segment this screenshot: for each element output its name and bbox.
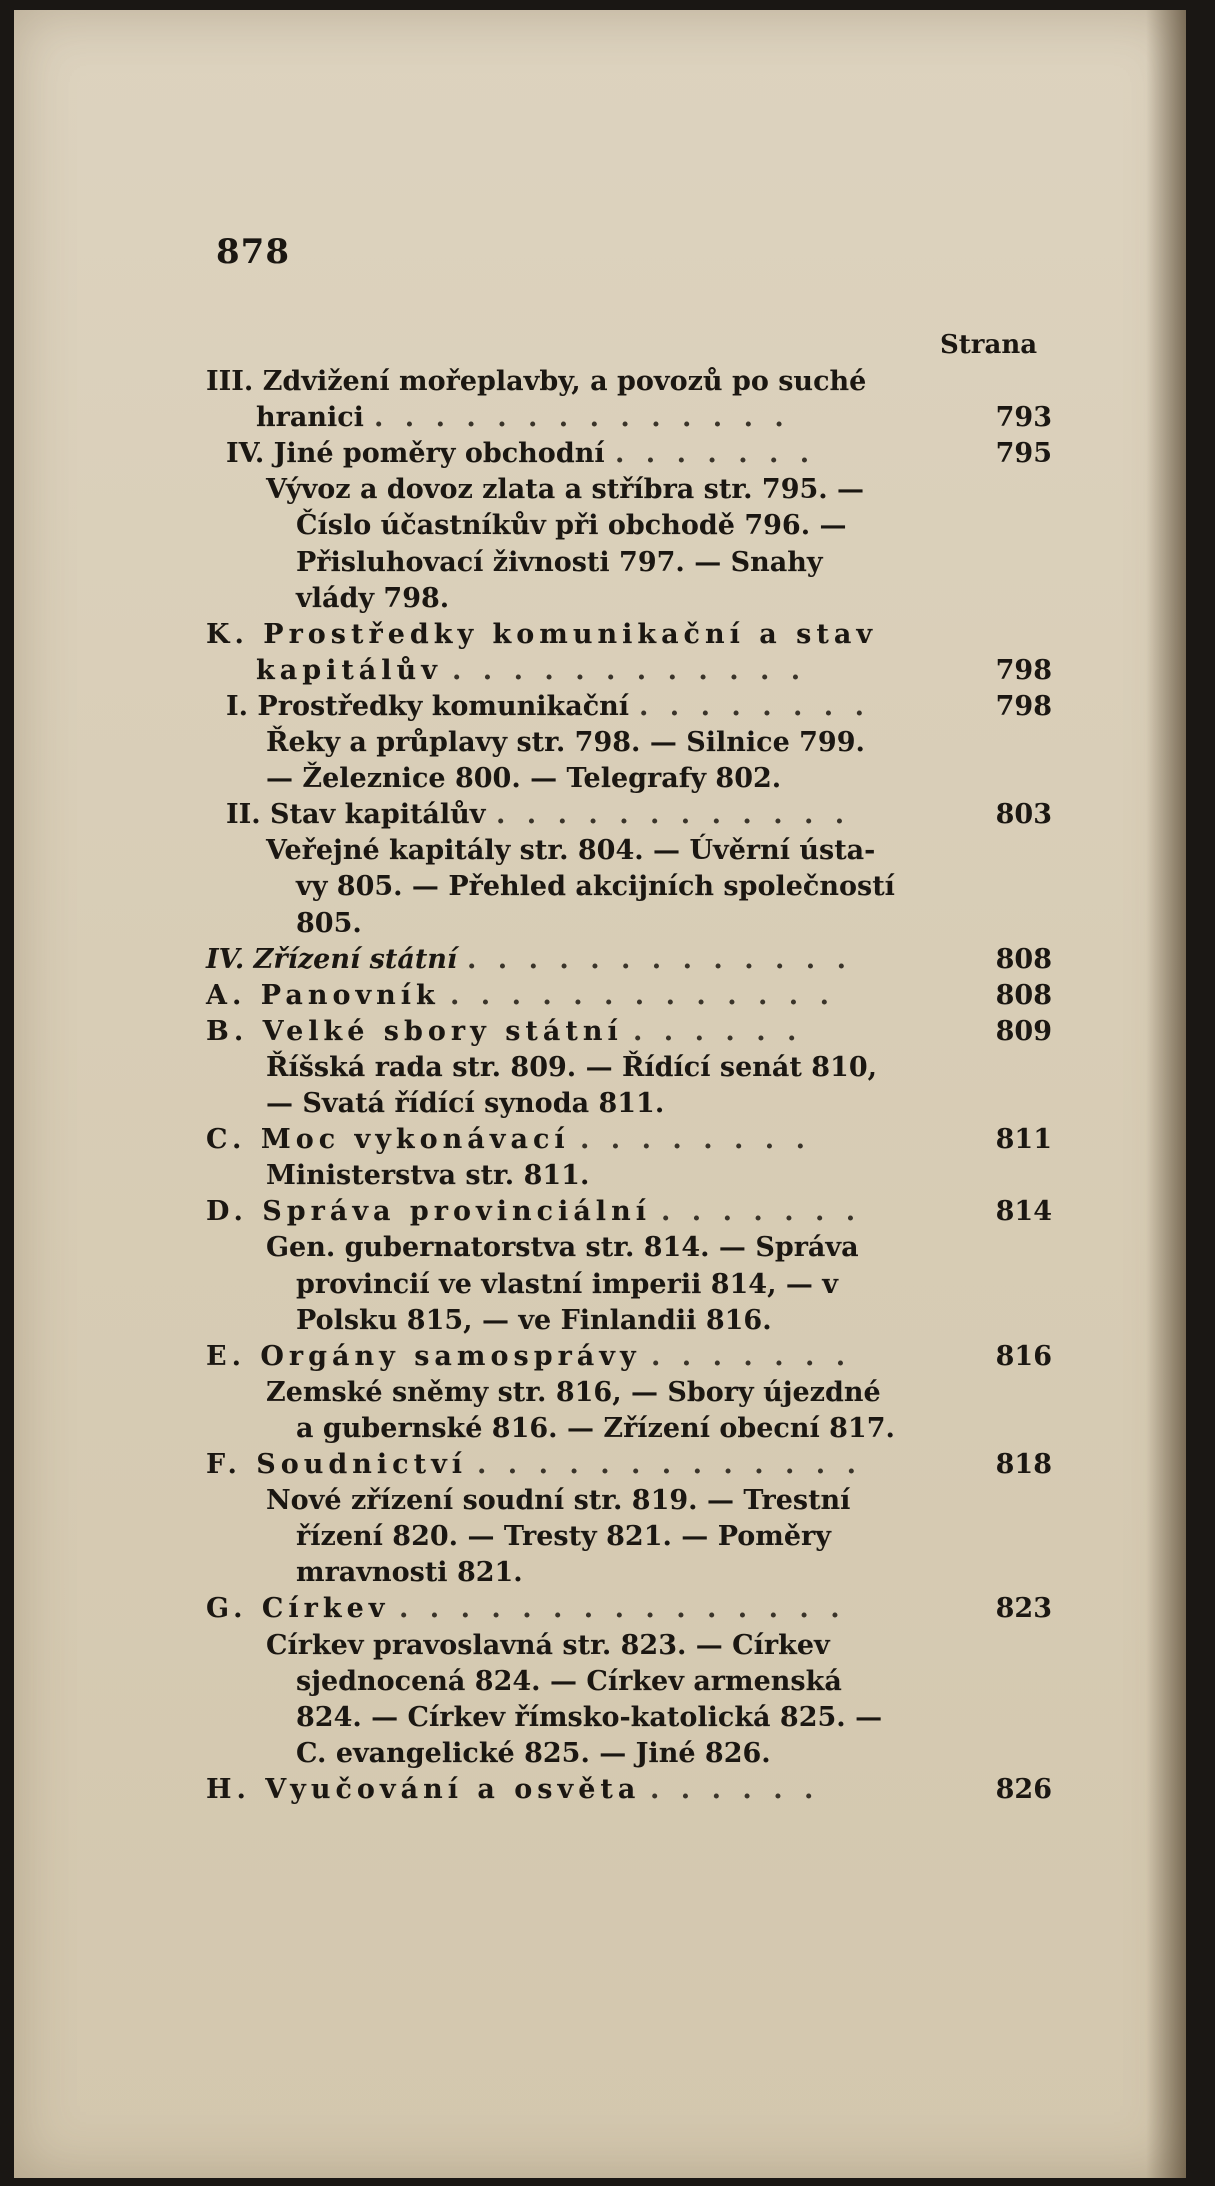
toc-line-text: C. Moc vykonávací (206, 1124, 570, 1156)
toc-line (206, 1772, 1052, 1808)
toc-page-number: 823 (995, 1593, 1052, 1625)
toc-page-number: 793 (995, 402, 1052, 434)
toc-line (206, 1267, 1046, 1303)
toc-line (206, 978, 1052, 1014)
toc-line (206, 1375, 1046, 1411)
toc-line (206, 1700, 1046, 1736)
toc-line-text: Ministerstva str. 811. (266, 1160, 590, 1192)
toc-leader-dots: . . . . . . . . (580, 1124, 811, 1156)
toc-line-text: I. Prostředky komunikační (226, 690, 630, 722)
toc-line (206, 1050, 1046, 1086)
toc-line (206, 1411, 1046, 1447)
toc-leader-dots: . . . . . . . . . . . . (452, 654, 807, 686)
toc-line (206, 1591, 1052, 1627)
toc-line-text: kapitálův (256, 654, 442, 686)
toc-line-text: B. Velké sbory státní (206, 1015, 623, 1047)
toc-page-number: 795 (995, 438, 1052, 470)
toc-line-text: C. evangelické 825. — Jiné 826. (296, 1737, 771, 1769)
toc-line (206, 1158, 1046, 1194)
toc-line-text: Vývoz a dovoz zlata a stříbra str. 795. — (266, 474, 865, 506)
toc-leader-dots: . . . . . . . . . . . . . . (374, 402, 790, 434)
toc-line (206, 869, 1046, 905)
toc-page-number: 811 (995, 1124, 1052, 1156)
toc-line (206, 725, 1046, 761)
toc-line-text: mravnosti 821. (296, 1557, 523, 1589)
toc-page-number: 798 (995, 690, 1052, 722)
toc-line-text: 805. (296, 907, 362, 939)
toc-line-text: F. Soudnictví (206, 1449, 468, 1480)
toc-line (206, 581, 1046, 617)
toc-line (206, 1303, 1046, 1339)
toc-leader-dots: . . . . . . . . . . . . . (477, 1449, 862, 1480)
book-spine-shadow (1146, 10, 1186, 2178)
toc-page-number: 798 (995, 654, 1052, 686)
toc-leader-dots: . . . . . . (650, 1773, 820, 1805)
toc-line (206, 364, 1046, 400)
toc-line (206, 761, 1046, 797)
toc-line-text: III. Zdvižení mořeplavby, a povozů po suché (206, 366, 867, 397)
toc-line-text: Veřejné kapitály str. 804. — Úvěrní ústa- (266, 835, 876, 867)
toc-line-text: D. Správa provinciální (206, 1196, 651, 1228)
toc-leader-dots: . . . . . . . (651, 1340, 852, 1372)
toc-leader-dots: . . . . . . . . . . . . . . . (399, 1593, 846, 1625)
toc-line (206, 653, 1052, 689)
toc-line (206, 1194, 1052, 1230)
toc-line (206, 1483, 1046, 1519)
toc-line-text: Polsku 815, — ve Finlandii 816. (296, 1304, 772, 1336)
toc-line-text: IV. Jiné poměry obchodní (226, 438, 605, 470)
toc-line (206, 508, 1046, 544)
toc-line-text: vy 805. — Přehled akcijních společností (296, 871, 895, 903)
toc-page-number: 814 (995, 1196, 1052, 1228)
toc-line (206, 1447, 1052, 1483)
toc-line (206, 689, 1052, 725)
toc-line (206, 1014, 1052, 1050)
toc-line (206, 906, 1046, 942)
toc-line-text: vlády 798. (296, 582, 450, 614)
toc-leader-dots: . . . . . . (633, 1015, 803, 1047)
toc-line-text: provincií ve vlastní imperii 814, — v (296, 1268, 838, 1300)
toc-line-text: Nové zřízení soudní str. 819. — Trestní (266, 1485, 851, 1517)
toc-line (206, 1339, 1052, 1375)
toc-page-number: 818 (995, 1449, 1052, 1480)
toc-line (206, 436, 1052, 472)
toc-line (206, 833, 1046, 869)
toc-page-number: 808 (995, 979, 1052, 1011)
toc-line-text: 824. — Církev římsko-katolická 825. — (296, 1701, 883, 1733)
toc-line (206, 1122, 1052, 1158)
toc-line-text: Přisluhovací živnosti 797. — Snahy (296, 546, 823, 578)
toc-line (206, 1230, 1046, 1266)
toc-line-text: sjednocená 824. — Církev armenská (296, 1665, 842, 1697)
toc-line-text: Řeky a průplavy str. 798. — Silnice 799. (266, 727, 865, 758)
toc-line-text: Říšská rada str. 809. — Řídící senát 810, (266, 1051, 878, 1083)
toc-line-text: Církev pravoslavná str. 823. — Církev (266, 1629, 830, 1661)
toc-leader-dots: . . . . . . . (615, 438, 816, 470)
toc-line-text: — Železnice 800. — Telegrafy 802. (266, 763, 782, 795)
toc-page-number: 803 (995, 799, 1052, 831)
toc-line (206, 1736, 1046, 1772)
toc-line-text: A. Panovník (206, 979, 440, 1011)
toc-line-text: E. Orgány samosprávy (206, 1340, 641, 1372)
toc-line-text: II. Stav kapitálův (226, 799, 486, 831)
toc-line-text: K. Prostředky komunikační a stav (206, 618, 878, 650)
toc-line-text: Číslo účastníkův při obchodě 796. — (296, 510, 847, 542)
toc-leader-dots: . . . . . . . . . . . . . (467, 943, 852, 975)
page-number: 878 (216, 232, 290, 272)
toc-line-text: Gen. gubernatorstva str. 814. — Správa (266, 1232, 859, 1264)
toc-leader-dots: . . . . . . . . (639, 690, 870, 722)
toc-line (206, 797, 1052, 833)
toc-leader-dots: . . . . . . . . . . . . (496, 799, 851, 831)
toc-line (206, 545, 1046, 581)
toc-line (206, 942, 1052, 978)
toc-line (206, 1519, 1046, 1555)
toc-line-text: H. Vyučování a osvěta (206, 1773, 641, 1805)
toc-line-text: a gubernské 816. — Zřízení obecní 817. (296, 1412, 895, 1444)
toc-line (206, 400, 1052, 436)
toc-line-text: hranici (256, 402, 364, 434)
toc-line-text: — Svatá řídící synoda 811. (266, 1088, 665, 1119)
toc-page-number: 826 (995, 1773, 1052, 1805)
toc-line (206, 1555, 1046, 1591)
toc-line (206, 1086, 1046, 1122)
toc-line (206, 617, 1046, 653)
toc-leader-dots: . . . . . . . . . . . . . (450, 979, 835, 1011)
toc-page-number: 808 (995, 943, 1052, 975)
column-header-strana: Strana (940, 330, 1038, 360)
toc-line (206, 1664, 1046, 1700)
toc-line (206, 1628, 1046, 1664)
toc-line (206, 472, 1046, 508)
toc-line-text: Zemské sněmy str. 816, — Sbory újezdné (266, 1376, 881, 1408)
toc-line-text: G. Církev (206, 1593, 390, 1625)
toc-page-number: 816 (995, 1340, 1052, 1372)
toc-page-number: 809 (995, 1015, 1052, 1047)
toc-line-text: řízení 820. — Tresty 821. — Poměry (296, 1521, 831, 1553)
toc-leader-dots: . . . . . . . (661, 1196, 862, 1228)
toc-line-text: IV. Zřízení státní (206, 943, 458, 975)
